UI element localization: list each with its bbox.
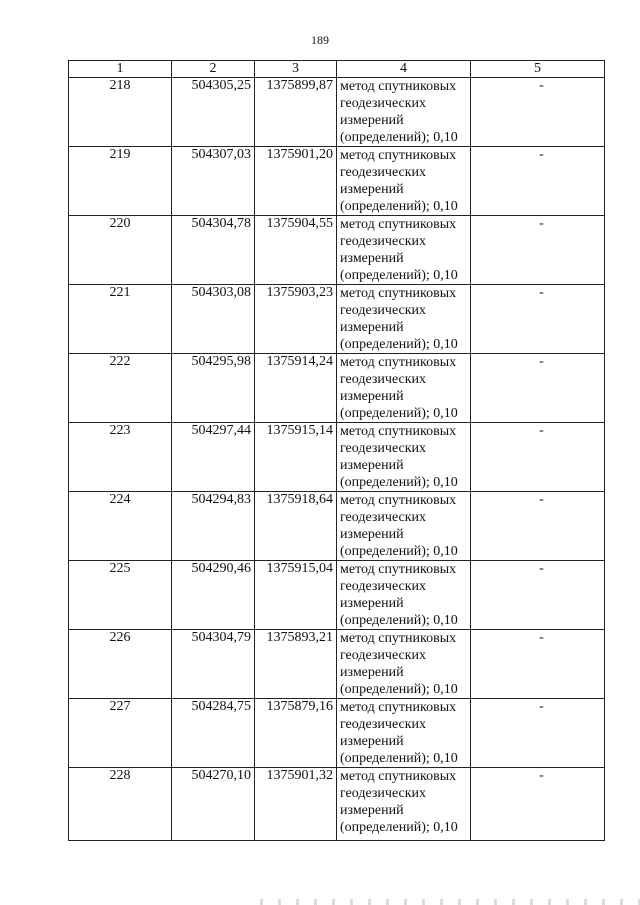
y-coordinate-cell: 1375901,20 bbox=[255, 147, 337, 216]
table-row bbox=[69, 768, 605, 841]
note-cell bbox=[471, 147, 605, 216]
y-coordinate-cell: 1375879,16 bbox=[255, 699, 337, 768]
x-coordinate-cell: 504307,03 bbox=[172, 147, 255, 216]
table-row bbox=[69, 699, 605, 768]
measurement-method-cell: метод спутниковых геодезических измерений (определений); 0,10 bbox=[337, 561, 471, 630]
measurement-method-cell: метод спутниковых геодезических измерений (определений); 0,10 bbox=[337, 354, 471, 423]
scan-artifact bbox=[260, 899, 640, 905]
point-number-cell: 223 bbox=[69, 423, 172, 492]
measurement-method-cell: метод спутниковых геодезических измерений (определений); 0,10 bbox=[337, 768, 471, 841]
y-coordinate-cell: 1375915,14 bbox=[255, 423, 337, 492]
table-row bbox=[69, 492, 605, 561]
header-col-4: 4 bbox=[337, 61, 471, 78]
note-cell bbox=[471, 561, 605, 630]
y-coordinate-cell: 1375904,55 bbox=[255, 216, 337, 285]
point-number-cell: 221 bbox=[69, 285, 172, 354]
y-coordinate-cell: 1375901,32 bbox=[255, 768, 337, 841]
y-coordinate-cell: 1375899,87 bbox=[255, 78, 337, 147]
x-coordinate-cell: 504290,46 bbox=[172, 561, 255, 630]
point-number-cell: 225 bbox=[69, 561, 172, 630]
dash-mark: - bbox=[539, 561, 544, 576]
y-coordinate-cell: 1375903,23 bbox=[255, 285, 337, 354]
x-coordinate-cell: 504270,10 bbox=[172, 768, 255, 841]
header-col-3: 3 bbox=[255, 61, 337, 78]
table-row bbox=[69, 147, 605, 216]
x-coordinate-cell: 504294,83 bbox=[172, 492, 255, 561]
dash-mark: - bbox=[539, 147, 544, 162]
measurement-method-cell: метод спутниковых геодезических измерений (определений); 0,10 bbox=[337, 423, 471, 492]
x-coordinate-cell: 504304,79 bbox=[172, 630, 255, 699]
header-col-1: 1 bbox=[69, 61, 172, 78]
note-cell bbox=[471, 354, 605, 423]
note-cell bbox=[471, 699, 605, 768]
dash-mark: - bbox=[539, 285, 544, 300]
measurement-method-cell: метод спутниковых геодезических измерений (определений); 0,10 bbox=[337, 630, 471, 699]
table-row bbox=[69, 78, 605, 147]
measurement-method-cell: метод спутниковых геодезических измерений (определений); 0,10 bbox=[337, 699, 471, 768]
dash-mark: - bbox=[539, 768, 544, 783]
point-number-cell: 227 bbox=[69, 699, 172, 768]
point-number-cell: 220 bbox=[69, 216, 172, 285]
table-row bbox=[69, 561, 605, 630]
measurement-method-cell: метод спутниковых геодезических измерений (определений); 0,10 bbox=[337, 285, 471, 354]
note-cell bbox=[471, 492, 605, 561]
x-coordinate-cell: 504284,75 bbox=[172, 699, 255, 768]
dash-mark: - bbox=[539, 699, 544, 714]
dash-mark: - bbox=[539, 354, 544, 369]
dash-mark: - bbox=[539, 423, 544, 438]
dash-mark: - bbox=[539, 78, 544, 93]
y-coordinate-cell: 1375918,64 bbox=[255, 492, 337, 561]
point-number-cell: 219 bbox=[69, 147, 172, 216]
note-cell bbox=[471, 630, 605, 699]
dash-mark: - bbox=[539, 216, 544, 231]
point-number-cell: 222 bbox=[69, 354, 172, 423]
header-col-2: 2 bbox=[172, 61, 255, 78]
x-coordinate-cell: 504297,44 bbox=[172, 423, 255, 492]
header-row bbox=[69, 61, 605, 78]
x-coordinate-cell: 504303,08 bbox=[172, 285, 255, 354]
point-number-cell: 218 bbox=[69, 78, 172, 147]
y-coordinate-cell: 1375914,24 bbox=[255, 354, 337, 423]
coordinates-table bbox=[68, 60, 605, 841]
x-coordinate-cell: 504305,25 bbox=[172, 78, 255, 147]
dash-mark: - bbox=[539, 630, 544, 645]
note-cell bbox=[471, 423, 605, 492]
table-row bbox=[69, 285, 605, 354]
dash-mark: - bbox=[539, 492, 544, 507]
table-row bbox=[69, 354, 605, 423]
point-number-cell: 228 bbox=[69, 768, 172, 841]
header-col-5: 5 bbox=[471, 61, 605, 78]
table-row bbox=[69, 423, 605, 492]
note-cell bbox=[471, 78, 605, 147]
point-number-cell: 224 bbox=[69, 492, 172, 561]
page-number: 189 bbox=[311, 33, 329, 47]
point-number-cell: 226 bbox=[69, 630, 172, 699]
table-body bbox=[69, 78, 605, 841]
measurement-method-cell: метод спутниковых геодезических измерений (определений); 0,10 bbox=[337, 492, 471, 561]
table-row bbox=[69, 216, 605, 285]
measurement-method-cell: метод спутниковых геодезических измерений (определений); 0,10 bbox=[337, 147, 471, 216]
note-cell bbox=[471, 216, 605, 285]
measurement-method-cell: метод спутниковых геодезических измерений (определений); 0,10 bbox=[337, 216, 471, 285]
note-cell bbox=[471, 285, 605, 354]
x-coordinate-cell: 504304,78 bbox=[172, 216, 255, 285]
measurement-method-cell: метод спутниковых геодезических измерений (определений); 0,10 bbox=[337, 78, 471, 147]
table-row bbox=[69, 630, 605, 699]
y-coordinate-cell: 1375893,21 bbox=[255, 630, 337, 699]
table-header bbox=[69, 61, 605, 78]
x-coordinate-cell: 504295,98 bbox=[172, 354, 255, 423]
note-cell bbox=[471, 768, 605, 841]
y-coordinate-cell: 1375915,04 bbox=[255, 561, 337, 630]
